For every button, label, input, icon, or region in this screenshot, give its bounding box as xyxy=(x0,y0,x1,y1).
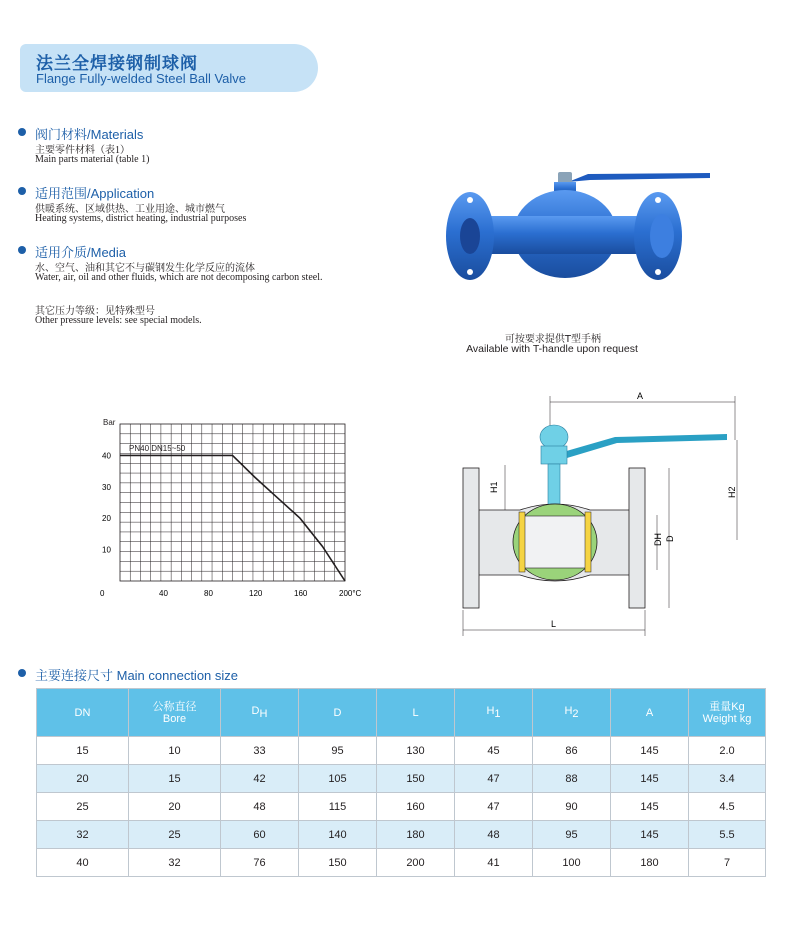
table-cell: 2.0 xyxy=(689,737,766,765)
section-heading: 阀门材料/Materials xyxy=(35,127,144,142)
dim-label-h2: H2 xyxy=(727,486,737,498)
table-cell: 150 xyxy=(377,765,455,793)
section-line: 水、空气、油和其它不与碳钢发生化学反应的流体 xyxy=(35,263,255,274)
col-header: 公称直径 Bore xyxy=(129,689,221,737)
table-cell: 95 xyxy=(533,821,611,849)
table-cell: 48 xyxy=(455,821,533,849)
col-header: $H_2$ xyxy=(533,689,611,737)
table-cell: 42 xyxy=(221,765,299,793)
other-pressure-en: Other pressure levels: see special models. xyxy=(35,315,202,326)
col-header: 重量Kg Weight kg xyxy=(689,689,766,737)
table-cell: 145 xyxy=(611,737,689,765)
table-cell: 25 xyxy=(37,793,129,821)
section-line: Main parts material (table 1) xyxy=(35,154,150,165)
stem-cap xyxy=(540,425,568,449)
table-cell: 76 xyxy=(221,849,299,877)
table-cell: 5.5 xyxy=(689,821,766,849)
table-cell: 95 xyxy=(299,737,377,765)
table-cell: 32 xyxy=(37,821,129,849)
y-axis-label: Bar xyxy=(103,418,116,427)
table-header-row xyxy=(37,689,766,737)
table-row xyxy=(37,737,766,765)
table-cell: 32 xyxy=(129,849,221,877)
dimension-table xyxy=(36,688,766,877)
page-title-en: Flange Fully-welded Steel Ball Valve xyxy=(36,71,247,86)
connection-heading: 主要连接尺寸 Main connection size xyxy=(35,668,239,683)
pressure-temperature-chart xyxy=(95,412,365,602)
bullet-icon xyxy=(18,246,26,254)
dim-label-dh: DH xyxy=(653,533,663,546)
table-cell: 47 xyxy=(455,793,533,821)
table-cell: 105 xyxy=(299,765,377,793)
seat-left xyxy=(519,512,525,572)
section-line: Heating systems, district heating, industrial purposes xyxy=(35,213,247,224)
x-tick-label: 160 xyxy=(294,589,308,598)
table-cell: 45 xyxy=(455,737,533,765)
table-row xyxy=(37,849,766,877)
section-drawing xyxy=(445,390,745,645)
table-row xyxy=(37,793,766,821)
col-header: L xyxy=(377,689,455,737)
y-tick-label: 20 xyxy=(102,514,111,524)
col-header: D xyxy=(299,689,377,737)
table-cell: 200 xyxy=(377,849,455,877)
table-cell: 145 xyxy=(611,765,689,793)
table-cell: 40 xyxy=(37,849,129,877)
table-cell: 140 xyxy=(299,821,377,849)
section-left-flange xyxy=(463,468,479,608)
table-cell: 160 xyxy=(377,793,455,821)
col-header: DN xyxy=(37,689,129,737)
table-cell: 47 xyxy=(455,765,533,793)
table-cell: 150 xyxy=(299,849,377,877)
other-pressure-cn: 其它压力等级：见特殊型号 xyxy=(35,306,155,317)
table-cell: 86 xyxy=(533,737,611,765)
section-line: 主要零件材料（表1） xyxy=(35,145,130,156)
table-cell: 20 xyxy=(129,793,221,821)
section-line: 供暖系统、区域供热、工业用途、城市燃气 xyxy=(35,204,225,215)
table-cell: 115 xyxy=(299,793,377,821)
x-tick-label: 0 xyxy=(100,589,105,598)
dim-label-h1: H1 xyxy=(489,481,499,493)
lever-handle xyxy=(568,173,710,182)
section-right-flange xyxy=(629,468,645,608)
col-header: $H_1$ xyxy=(455,689,533,737)
table-row xyxy=(37,765,766,793)
series-label: PN40 DN15~50 xyxy=(129,444,186,453)
ball-bore xyxy=(523,516,587,568)
dim-label-d: D xyxy=(665,535,675,542)
table-cell: 180 xyxy=(611,849,689,877)
section-lever xyxy=(563,434,727,458)
table-cell: 130 xyxy=(377,737,455,765)
dim-label-a: A xyxy=(637,391,644,401)
bullet-icon xyxy=(18,187,26,195)
y-tick-label: 40 xyxy=(102,451,111,461)
table-row xyxy=(37,821,766,849)
table-cell: 48 xyxy=(221,793,299,821)
table-cell: 145 xyxy=(611,793,689,821)
x-tick-label: 40 xyxy=(159,589,168,598)
stem xyxy=(548,464,560,509)
table-cell: 3.4 xyxy=(689,765,766,793)
col-header: A xyxy=(611,689,689,737)
table-cell: 100 xyxy=(533,849,611,877)
table-cell: 15 xyxy=(129,765,221,793)
page-title-cn: 法兰全焊接钢制球阀 xyxy=(36,54,198,74)
product-caption-cn: 可按要求提供T型手柄 xyxy=(504,334,602,345)
bullet-icon xyxy=(18,669,26,677)
x-tick-label: 200°C xyxy=(339,589,362,598)
table-cell: 88 xyxy=(533,765,611,793)
table-cell: 15 xyxy=(37,737,129,765)
bullet-icon xyxy=(18,128,26,136)
seat-right xyxy=(585,512,591,572)
x-tick-label: 80 xyxy=(204,589,213,598)
table-cell: 180 xyxy=(377,821,455,849)
table-cell: 10 xyxy=(129,737,221,765)
table-cell: 33 xyxy=(221,737,299,765)
table-cell: 25 xyxy=(129,821,221,849)
product-caption-en: Available with T-handle upon request xyxy=(466,343,638,355)
table-cell: 7 xyxy=(689,849,766,877)
ball-valve-illustration xyxy=(430,160,720,330)
table-cell: 20 xyxy=(37,765,129,793)
table-cell: 4.5 xyxy=(689,793,766,821)
table-cell: 145 xyxy=(611,821,689,849)
section-heading: 适用介质/Media xyxy=(35,245,127,260)
x-tick-label: 120 xyxy=(249,589,263,598)
section-heading: 适用范围/Application xyxy=(35,186,155,201)
y-tick-label: 10 xyxy=(102,545,111,555)
table-cell: 90 xyxy=(533,793,611,821)
y-tick-label: 30 xyxy=(102,482,111,492)
table-cell: 60 xyxy=(221,821,299,849)
col-header: $D_H$ xyxy=(221,689,299,737)
section-line: Water, air, oil and other fluids, which are not decomposing carbon steel. xyxy=(35,272,323,283)
table-cell: 41 xyxy=(455,849,533,877)
dim-label-l: L xyxy=(551,619,557,629)
